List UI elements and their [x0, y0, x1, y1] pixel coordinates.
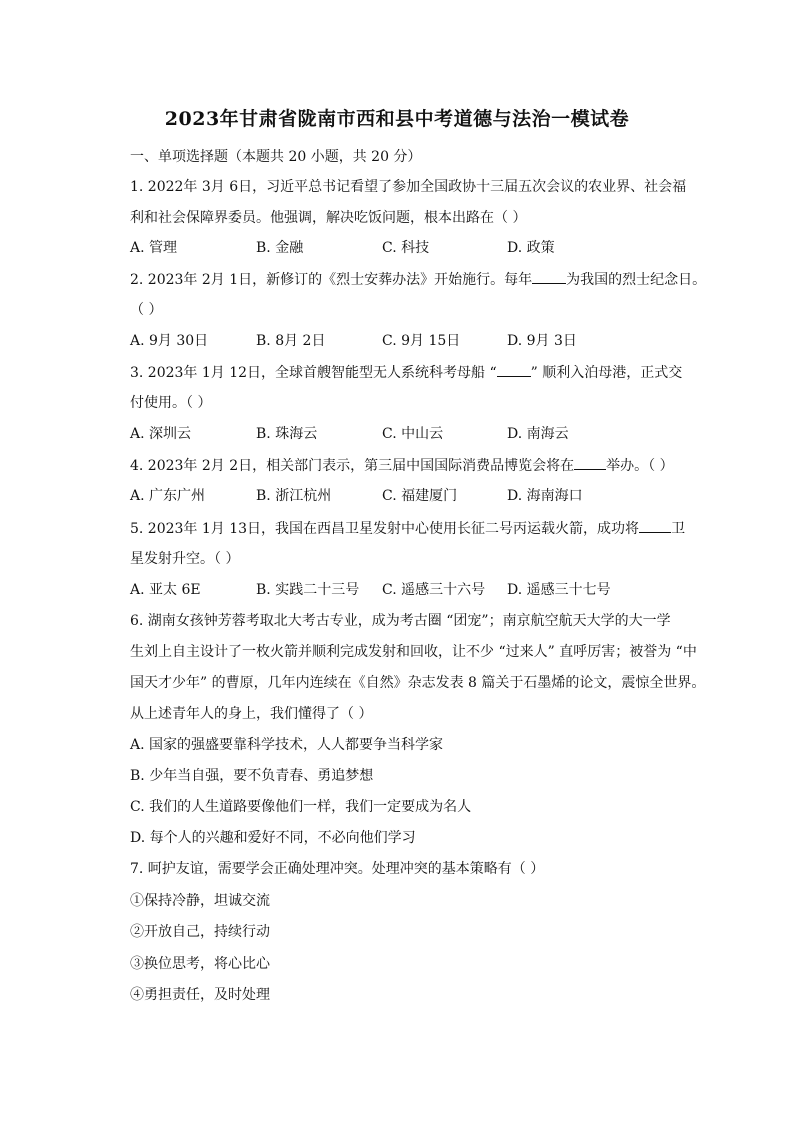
question-5-line-1	[130, 518, 685, 539]
option-d: D. 海南海口	[507, 488, 583, 504]
option-b: B. 浙江杭州	[256, 488, 332, 504]
question-5-options	[130, 580, 690, 600]
option-c: C. 科技	[382, 240, 430, 256]
question-4-text-b: 举办。（ ）	[606, 458, 674, 474]
option-a: A. 9月 30日	[130, 333, 209, 349]
answer-blank	[639, 518, 671, 533]
option-c: C. 福建厦门	[382, 488, 458, 504]
question-2-options	[130, 331, 690, 351]
answer-blank	[532, 269, 566, 284]
question-7-line-1: 7. 呵护友谊，需要学会正确处理冲突。处理冲突的基本策略有（ ）	[130, 861, 545, 877]
question-3-options	[130, 424, 690, 444]
question-6-line-3: 国天才少年” 的曹原，几年内连续在《自然》杂志发表 8 篇关于石墨烯的论文，震惊全世界。	[130, 675, 706, 691]
option-a: A. 管理	[130, 240, 178, 256]
answer-blank	[574, 455, 606, 470]
question-1-line-1: 1. 2022年 3月 6日，习近平总书记看望了参加全国政协十三届五次会议的农业界、社会福	[130, 179, 687, 195]
option-b: B. 珠海云	[256, 426, 318, 442]
question-2-line-1	[130, 269, 706, 290]
option-c: C. 9月 15日	[382, 333, 461, 349]
answer-blank	[497, 362, 531, 377]
question-7-item-4: ④勇担责任，及时处理	[130, 987, 270, 1003]
question-3-line-1	[130, 362, 682, 383]
exam-title: 2023年甘肃省陇南市西和县中考道德与法治一模试卷	[164, 108, 630, 130]
question-6-option-a: A. 国家的强盛要靠科学技术，人人都要争当科学家	[130, 737, 444, 753]
question-6-option-c: C. 我们的人生道路要像他们一样，我们一定要成为名人	[130, 799, 472, 815]
question-7-item-3: ③换位思考，将心比心	[130, 956, 270, 972]
option-d: D. 9月 3日	[507, 333, 577, 349]
option-b: B. 8月 2日	[256, 333, 326, 349]
question-1-options	[130, 238, 690, 258]
question-2-text-b: 为我国的烈士纪念日。	[566, 272, 707, 288]
option-c: C. 中山云	[382, 426, 444, 442]
question-6-line-1: 6. 湖南女孩钟芳蓉考取北大考古专业，成为考古圈 “团宠”；南京航空航天大学的大一学	[130, 613, 671, 629]
question-6-line-4: 从上述青年人的身上，我们懂得了（ ）	[130, 706, 373, 722]
section-heading: 一、单项选择题（本题共 20 小题，共 20 分）	[130, 149, 422, 165]
option-d: D. 遥感三十七号	[507, 582, 611, 598]
question-6-option-d: D. 每个人的兴趣和爱好不同，不必向他们学习	[130, 830, 416, 846]
question-7-item-1: ①保持冷静，坦诚交流	[130, 893, 270, 909]
option-d: D. 南海云	[507, 426, 569, 442]
option-b: B. 实践二十三号	[256, 582, 360, 598]
question-6-option-b: B. 少年当自强，要不负青春、勇追梦想	[130, 768, 374, 784]
option-b: B. 金融	[256, 240, 304, 256]
question-6-line-2: 生刘上自主设计了一枚火箭并顺利完成发射和回收，让不少 “过来人” 直呼厉害；被誉为 “中	[130, 644, 697, 660]
question-1-line-2: 利和社会保障界委员。他强调，解决吃饭问题，根本出路在（ ）	[130, 210, 527, 226]
question-5-line-2: 星发射升空。（ ）	[130, 551, 240, 567]
option-d: D. 政策	[507, 240, 555, 256]
question-4-text-a: 4. 2023年 2月 2日，相关部门表示，第三届中国国际消费品博览会将在	[130, 458, 575, 474]
question-5-text-b: 卫	[671, 521, 686, 537]
question-3-text-b: ” 顺利入泊母港，正式交	[530, 365, 683, 381]
question-4-options	[130, 486, 690, 506]
question-3-line-2: 付使用。（ ）	[130, 395, 212, 411]
option-c: C. 遥感三十六号	[382, 582, 486, 598]
option-a: A. 亚太 6E	[130, 582, 201, 598]
question-7-item-2: ②开放自己，持续行动	[130, 924, 270, 940]
option-a: A. 广东广州	[130, 488, 206, 504]
question-2-line-2: （ ）	[130, 302, 163, 318]
question-3-text-a: 3. 2023年 1月 12日，全球首艘智能型无人系统科考母船 “	[130, 365, 497, 381]
question-5-text-a: 5. 2023年 1月 13日，我国在西昌卫星发射中心使用长征二号丙运载火箭，成功将	[130, 521, 640, 537]
option-a: A. 深圳云	[130, 426, 192, 442]
question-2-text-a: 2. 2023年 2月 1日，新修订的《烈士安葬办法》开始施行。每年	[130, 272, 533, 288]
question-4-line-1	[130, 455, 674, 476]
